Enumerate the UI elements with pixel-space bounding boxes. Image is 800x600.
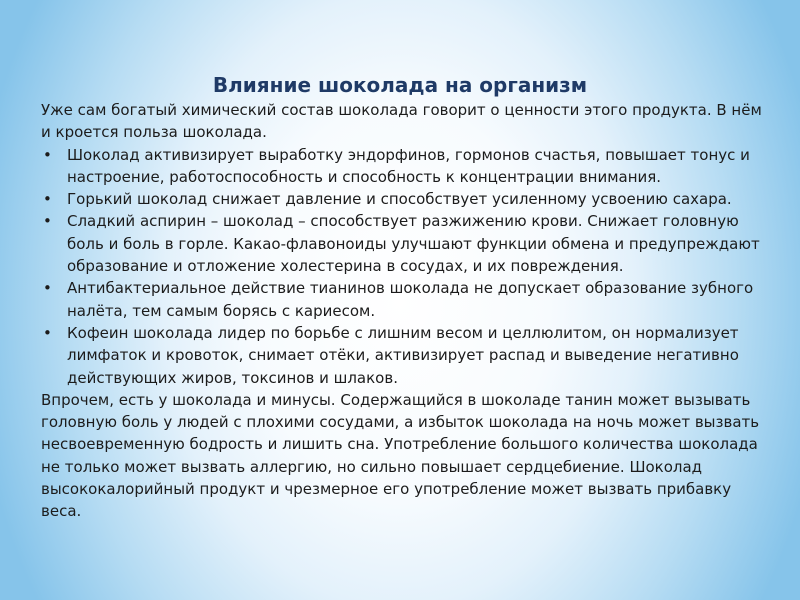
list-item (41, 144, 768, 189)
bullet-icon: • (43, 145, 52, 164)
bullet-icon: • (43, 212, 52, 231)
intro-paragraph: Уже сам богатый химический состав шоколада говорит о ценности этого продукта. В нём и кроется польза шоколада. (41, 101, 762, 142)
list-item (41, 188, 768, 210)
list-item-text: Кофеин шоколада лидер по борьбе с лишним весом и целлюлитом, он нормализует лимфаток и кровоток, снимает отёки, активизирует распад и выведение негативно действующих жиров, токсинов и шлаков. (67, 323, 739, 387)
slide-title: Влияние шоколада на организм (212, 73, 588, 97)
list-item-text: Горький шоколад снижает давление и способствует усиленному усвоению сахара. (67, 190, 732, 209)
list-item-text: Шоколад активизирует выработку эндорфинов, гормонов счастья, повышает тонус и настроение, работоспособность и способность к концентрации внимания. (67, 145, 750, 186)
bullet-icon: • (43, 190, 52, 209)
list-item (41, 210, 768, 277)
list-item-text: Сладкий аспирин – шоколад – способствует разжижению крови. Снижает головную боль и боль в горле. Какао-флавоноиды улучшают функции обмена и предупреждают образование и отложение холестерина в сосудах, и их повреждения. (67, 212, 760, 276)
list-item-text: Антибактериальное действие тианинов шоколада не допускает образование зубного налёта, тем самым борясь с кариесом. (67, 279, 754, 320)
bullet-icon: • (43, 279, 52, 298)
benefits-list (41, 144, 768, 389)
conclusion-paragraph: Впрочем, есть у шоколада и минусы. Содержащийся в шоколаде танин может вызывать головную боль у людей с плохими сосудами, а избыток шоколада на ночь может вызвать несвоевременную бодрость и лишить сна. Употребление большого количества шоколада не только может вызвать аллергию, но сильно повышает сердцебиение. Шоколад высококалорийный продукт и чрезмерное его употребление может вызвать прибавку веса. (41, 390, 760, 521)
bullet-icon: • (43, 323, 52, 342)
list-item (41, 277, 768, 322)
list-item (41, 322, 768, 389)
slide-body (41, 99, 768, 523)
